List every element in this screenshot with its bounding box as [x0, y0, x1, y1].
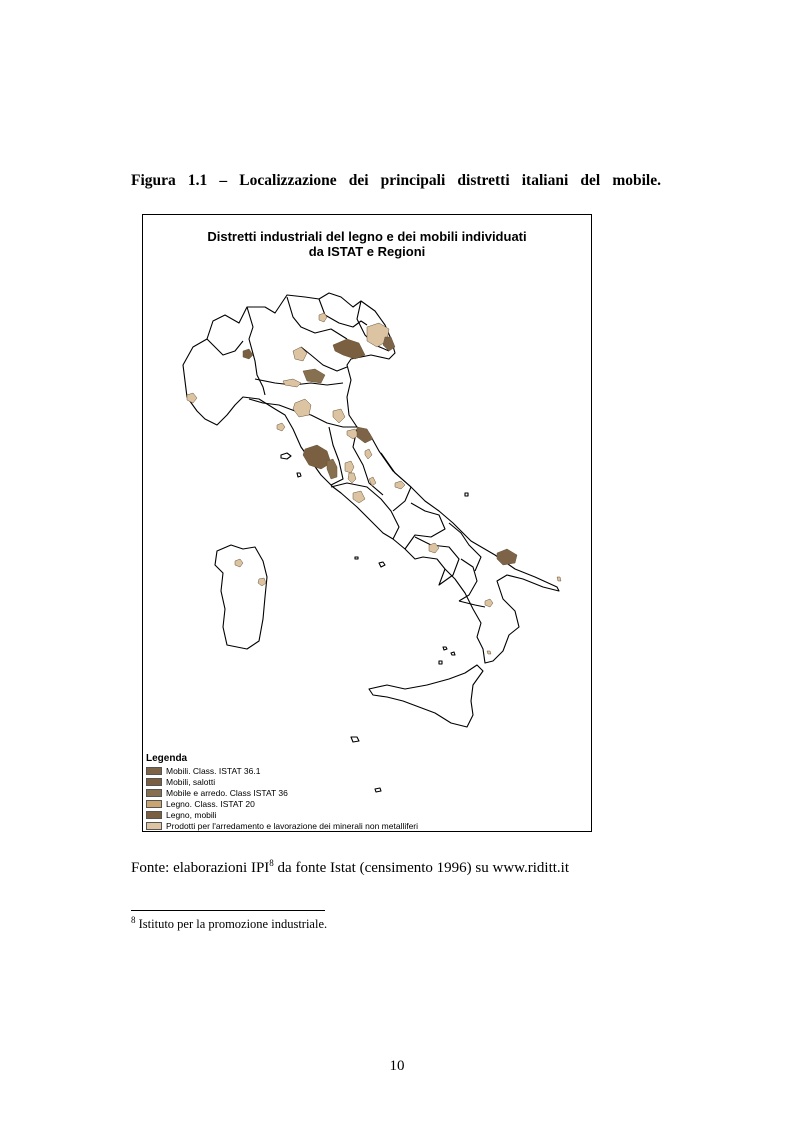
legend-item: [146, 787, 418, 798]
footnote: [131, 914, 328, 932]
legend-swatch: [146, 767, 162, 775]
legend-item: [146, 809, 418, 820]
legend-label: Mobili, salotti: [166, 776, 216, 787]
legend-label: Prodotti per l'arredamento e lavorazione dei minerali non metalliferi: [166, 820, 419, 831]
figure-caption: Figura 1.1 – Localizzazione dei principali distretti italiani del mobile.: [131, 172, 661, 189]
sicily-outline: [369, 665, 483, 727]
map-regions: [183, 293, 559, 792]
legend-item: [146, 798, 418, 809]
source-note: [131, 860, 569, 877]
map-frame: [142, 214, 592, 832]
footnote-mark: 8: [131, 914, 136, 925]
italy-map: [143, 215, 591, 831]
legend-label: Legno. Class. ISTAT 20: [166, 798, 255, 809]
eolie-islands: [439, 647, 455, 664]
district-calabria: [487, 651, 491, 654]
source-prefix: Fonte: elaborazioni IPI: [131, 860, 270, 876]
legend-swatch: [146, 789, 162, 797]
giglio-island: [297, 473, 301, 477]
legend-item: [146, 776, 418, 787]
legend-swatch: [146, 800, 162, 808]
footnote-text: Istituto per la promozione industriale.: [135, 917, 328, 931]
legend-swatch: [146, 811, 162, 819]
legend-item: [146, 820, 418, 831]
legend-title: Legenda: [146, 753, 188, 764]
footnote-reference[interactable]: 8: [269, 858, 274, 868]
legend-label: Mobili. Class. ISTAT 36.1: [166, 765, 261, 776]
district-puglia-salento: [557, 577, 561, 581]
district-toscana-small: [277, 423, 285, 431]
map-title-line-2: da ISTAT e Regioni: [308, 244, 426, 259]
map-title-line-1: Distretti industriali del legno e dei mobili individuati: [207, 229, 527, 244]
legend-swatch: [146, 778, 162, 786]
legend-item: [146, 765, 418, 776]
legend-label: Mobile e arredo. Class ISTAT 36: [166, 787, 288, 798]
legend-label: Legno, mobili: [166, 809, 217, 820]
ischia-island: [379, 562, 385, 567]
tremiti-islands: [465, 493, 468, 496]
elba-island: [281, 453, 291, 459]
page-number: 10: [389, 1058, 405, 1074]
pontine-islands: [355, 557, 358, 559]
map-legend: [146, 753, 418, 831]
legend-swatch: [146, 822, 162, 830]
footnote-divider: [131, 910, 325, 911]
source-suffix: da fonte Istat (censimento 1996) su www.riditt.it: [273, 860, 570, 876]
pantelleria-island: [351, 737, 359, 742]
